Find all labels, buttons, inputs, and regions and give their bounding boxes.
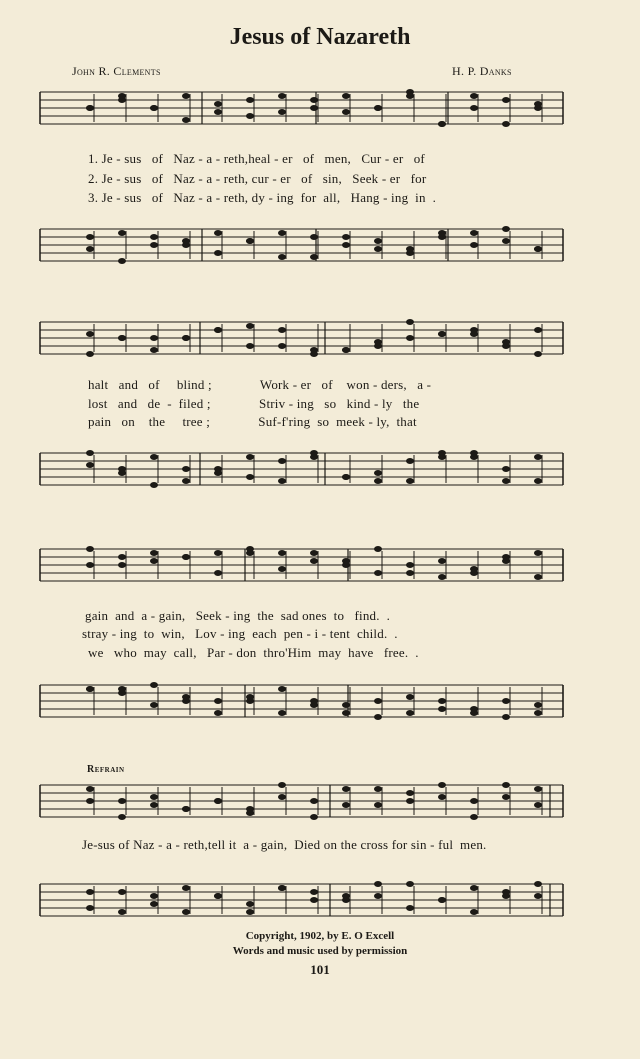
system-3-verse-2: stray - ing to win, Lov - ing each pen - i - tent child. . xyxy=(82,626,398,641)
system-1-verse-1: 1. Je - sus of Naz - a - reth,heal - er of men, Cur - er of xyxy=(88,151,425,166)
system-2-verse-1: halt and of blind ; Work - er of won - ders, a - xyxy=(88,377,432,392)
composer-credit: H. P. Danks xyxy=(452,64,512,78)
system-2-verse-2: lost and de - filed ; Striv - ing so kind - ly the xyxy=(88,396,420,411)
copyright-notice: Copyright, 1902, by E. O Excell xyxy=(245,930,395,942)
page-number: 101 xyxy=(310,962,330,977)
system-3-verse-1: gain and a - gain, Seek - ing the sad ones to find. . xyxy=(85,608,391,623)
refrain-lyric: Je-sus of Naz - a - reth,tell it a - gain, Died on the cross for sin - ful men. xyxy=(82,837,487,852)
system-3-verse-3: we who may call, Par - don thro'Him may have free. . xyxy=(88,645,419,660)
refrain-label: Refrain xyxy=(87,764,125,775)
hymn-title: Jesus of Nazareth xyxy=(229,24,411,50)
system-1-verse-3: 3. Je - sus of Naz - a - reth, dy - ing for all, Hang - ing in . xyxy=(88,190,437,205)
system-1-verse-2: 2. Je - sus of Naz - a - reth, cur - er of sin, Seek - er for xyxy=(88,171,427,186)
lyricist-credit: John R. Clements xyxy=(72,64,161,78)
permission-notice: Words and music used by permission xyxy=(232,945,408,957)
system-2-verse-3: pain on the tree ; Suf-f'ring so meek - ly, that xyxy=(88,414,417,429)
